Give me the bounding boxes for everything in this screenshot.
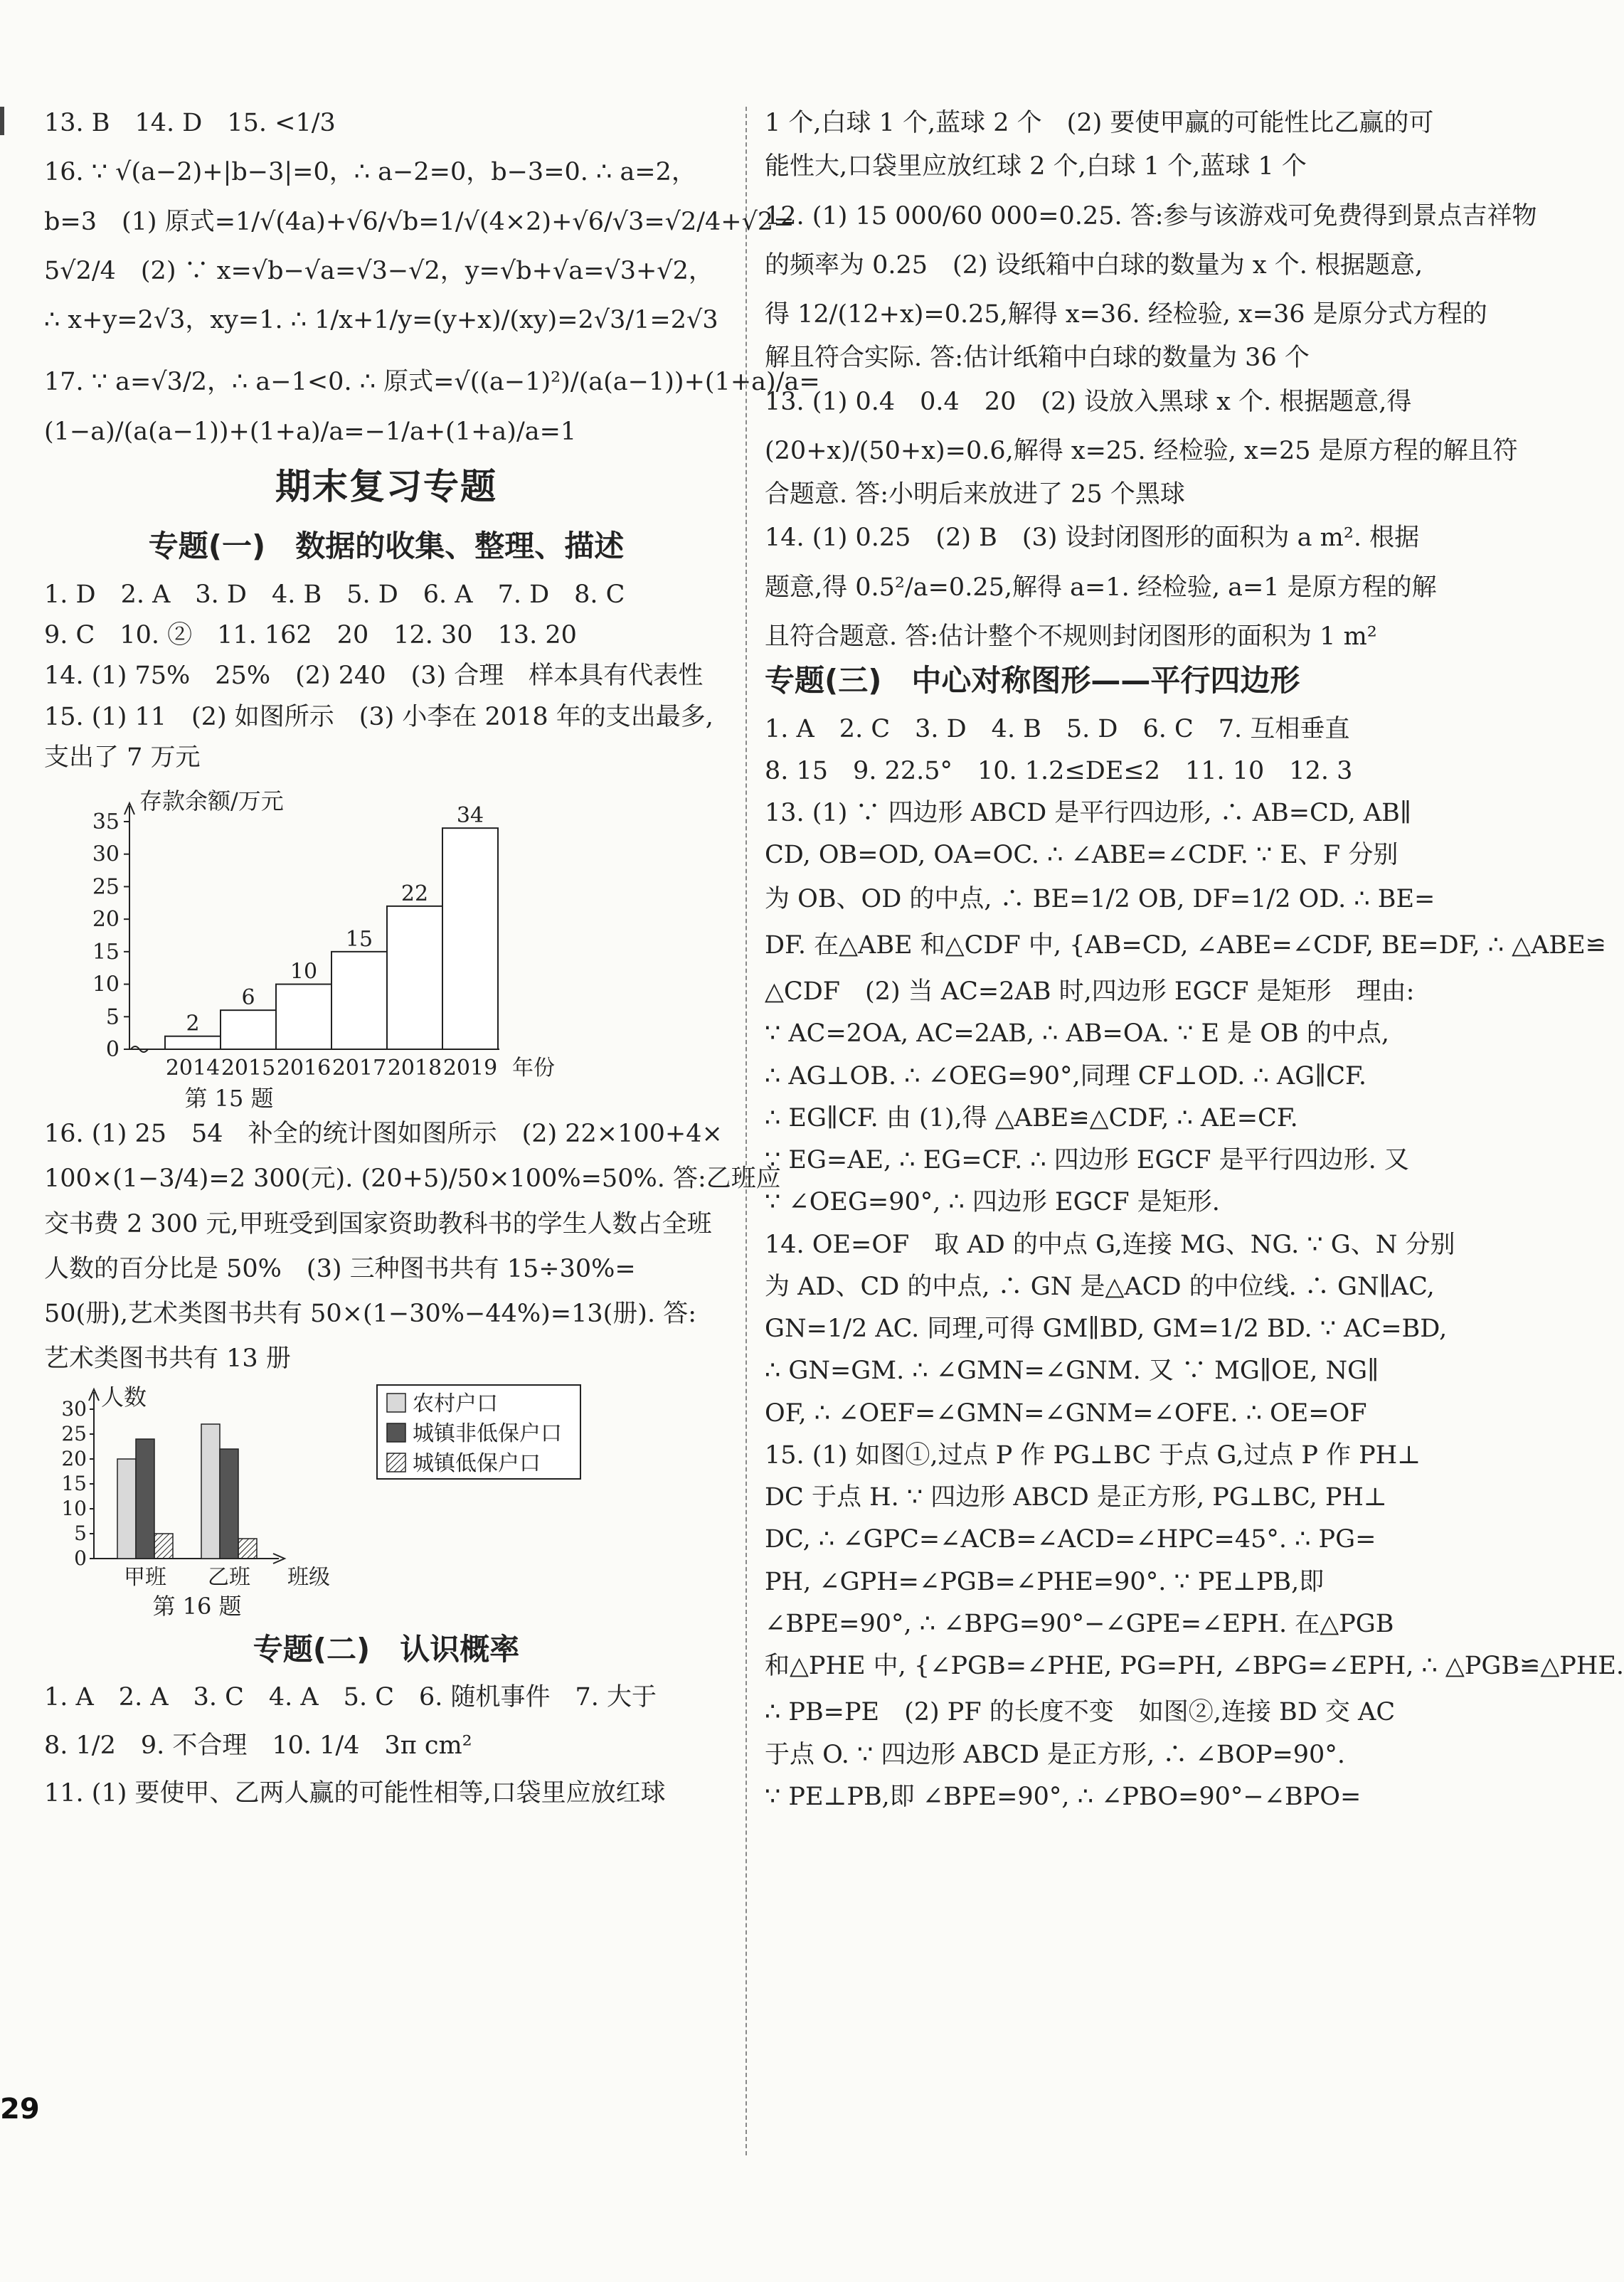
text-line: ∵ AC=2OA, AC=2AB, ∴ AB=OA. ∵ E 是 OB 的中点, [765,1019,1389,1049]
bar [136,1439,154,1559]
text-line: 艺术类图书共有 13 册 [44,1344,291,1374]
y-tick-label: 25 [61,1421,87,1445]
legend-swatch [387,1423,405,1442]
bar [331,952,387,1049]
x-axis-label: 班级 [287,1564,330,1590]
text-line: (1−a)/(a(a−1))+(1+a)/a=−1/a+(1+a)/a=1 [44,417,577,446]
text-line: ∵ PE⊥PB,即 ∠BPE=90°, ∴ ∠PBO=90°−∠BPO= [765,1782,1362,1811]
text-line: ∴ EG∥CF. 由 (1),得 △ABE≌△CDF, ∴ AE=CF. [765,1103,1298,1132]
text-line: 1. A 2. C 3. D 4. B 5. D 6. C 7. 互相垂直 [765,714,1350,743]
text-line: 14. OE=OF 取 AD 的中点 G,连接 MG、NG. ∵ G、N 分别 [765,1230,1455,1259]
topic-3-answers [765,713,1624,1815]
x-tick-label: 2019 [442,1056,498,1081]
text-line: 13. B 14. D 15. <1/3 [44,109,336,137]
text-line: 17. ∵ a=√3/2，∴ a−1<0. ∴ 原式=√((a−1)²)/(a(a−1))+(1+a)/a= [44,368,820,397]
text-line: PH, ∠GPH=∠PGB=∠PHE=90°. ∵ PE⊥PB,即 [765,1567,1325,1596]
topic-2-answers [44,1681,728,1810]
y-tick-label: 5 [105,1004,120,1030]
text-line: DC, ∴ ∠GPC=∠ACB=∠ACD=∠HPC=45°. ∴ PG= [765,1525,1376,1554]
text-line: 14. (1) 0.25 (2) B (3) 设封闭图形的面积为 a m². 根据 [765,524,1420,553]
text-line: 且符合题意. 答:估计整个不规则封闭图形的面积为 1 m² [765,622,1377,651]
x-tick-label: 2016 [276,1056,331,1081]
x-axis-label: 年份 [512,1056,555,1081]
y-axis-label: 存款余额/万元 [139,787,284,815]
x-tick-label: 乙班 [208,1564,250,1590]
text-line: 13. (1) 0.4 0.4 20 (2) 设放入黑球 x 个. 根据题意,得 [765,387,1412,416]
bar [387,906,442,1049]
text-line: 100×(1−3/4)=2 300(元). (20+5)/50×100%=50%. 答:乙班应 [44,1164,781,1194]
bar [154,1534,173,1559]
text-line: 交书费 2 300 元,甲班受到国家资助教科书的学生人数占全班 [44,1209,712,1238]
bar-value-label: 6 [241,985,255,1011]
bar [220,1449,238,1559]
bar [276,985,331,1049]
bar [442,828,498,1049]
y-tick-label: 30 [61,1396,87,1421]
bar-value-label: 34 [456,803,484,829]
text-line: ∠BPE=90°, ∴ ∠BPG=90°−∠GPE=∠EPH. 在△PGB [765,1609,1394,1638]
chart-figure-16 [44,1381,585,1623]
text-line: 支出了 7 万元 [44,743,201,772]
text-line: 于点 O. ∵ 四边形 ABCD 是正方形, ∴ ∠BOP=90°. [765,1740,1345,1769]
text-line: 11. (1) 要使甲、乙两人赢的可能性相等,口袋里应放红球 [44,1778,666,1808]
x-tick-label: 2017 [331,1056,387,1081]
topic-1-title: 专题(一) 数据的收集、整理、描述 [148,529,625,564]
text-line: 得 12/(12+x)=0.25,解得 x=36. 经检验, x=36 是原分式方程的 [765,300,1487,329]
right-pre-block [765,107,1537,654]
text-line: OF, ∴ ∠OEF=∠GMN=∠GNM=∠OFE. ∴ OE=OF [765,1399,1367,1428]
text-line: 合题意. 答:小明后来放进了 25 个黑球 [765,480,1185,509]
text-line: GN=1/2 AC. 同理,可得 GM∥BD, GM=1/2 BD. ∵ AC=BD, [765,1315,1448,1344]
y-tick-label: 30 [92,842,120,867]
legend-label: 城镇非低保户口 [413,1421,562,1446]
section-title: 期末复习专题 [275,465,497,507]
y-tick-label: 15 [92,940,120,965]
text-line: 8. 15 9. 22.5° 10. 1.2≤DE≤2 11. 10 12. 3 [765,756,1353,785]
text-line: 9. C 10. ② 11. 162 20 12. 30 13. 20 [44,621,577,650]
bar [165,1036,221,1049]
text-line: 和△PHE 中, {∠PGB=∠PHE, PG=PH, ∠BPG=∠EPH, ∴ △PGB≌△PHE. [765,1652,1624,1681]
y-tick-label: 0 [74,1546,87,1570]
legend-swatch [387,1394,405,1412]
bar [238,1539,257,1559]
y-axis-label: 人数 [101,1383,147,1411]
bar-value-label: 15 [345,927,373,952]
topic-1-answers [44,578,728,775]
text-line: CD, OB=OD, OA=OC. ∴ ∠ABE=∠CDF. ∵ E、F 分别 [765,841,1399,870]
x-tick-label: 2014 [165,1056,221,1081]
y-tick-label: 20 [61,1446,87,1470]
text-line: ∵ EG=AE, ∴ EG=CF. ∴ 四边形 EGCF 是平行四边形. 又 [765,1146,1409,1175]
y-tick-label: 10 [61,1496,87,1520]
text-line: 为 OB、OD 的中点, ∴ BE=1/2 OB, DF=1/2 OD. ∴ BE= [765,884,1435,913]
y-tick-label: 25 [92,874,120,900]
page-number: 29 [0,2093,40,2126]
text-line: 能性大,口袋里应放红球 2 个,白球 1 个,蓝球 1 个 [765,152,1307,181]
x-tick-label: 2015 [221,1056,276,1081]
text-line: DC 于点 H. ∵ 四边形 ABCD 是正方形, PG⊥BC, PH⊥ [765,1483,1387,1512]
text-line: ∵ ∠OEG=90°, ∴ 四边形 EGCF 是矩形. [765,1188,1220,1217]
text-line: 1. A 2. A 3. C 4. A 5. C 6. 随机事件 7. 大于 [44,1683,657,1712]
text-line: 13. (1) ∵ 四边形 ABCD 是平行四边形, ∴ AB=CD, AB∥ [765,799,1412,828]
chart-caption: 第 15 题 [184,1085,274,1113]
bar [117,1459,136,1559]
y-tick-label: 10 [92,972,120,997]
y-tick-label: 15 [61,1471,87,1495]
text-line: (20+x)/(50+x)=0.6,解得 x=25. 经检验, x=25 是原方程的解且符 [765,436,1518,465]
topic-1-after [44,1118,781,1376]
text-line: 解且符合实际. 答:估计纸箱中白球的数量为 36 个 [765,344,1310,373]
text-line: △CDF (2) 当 AC=2AB 时,四边形 EGCF 是矩形 理由: [765,977,1415,1007]
text-line: ∴ GN=GM. ∴ ∠GMN=∠GNM. 又 ∵ MG∥OE, NG∥ [765,1357,1379,1386]
text-line: 16. (1) 25 54 补全的统计图如图所示 (2) 22×100+4× [44,1120,723,1149]
legend-label: 城镇低保户口 [413,1450,541,1476]
x-tick-label: 甲班 [124,1564,166,1590]
text-line: 题意,得 0.5²/a=0.25,解得 a=1. 经检验, a=1 是原方程的解 [765,573,1437,602]
text-line: 人数的百分比是 50% (3) 三种图书共有 15÷30%= [44,1254,636,1283]
left-pre-block [44,107,820,449]
text-line: 8. 1/2 9. 不合理 10. 1/4 3π cm² [44,1731,472,1760]
chart-caption: 第 16 题 [152,1592,242,1620]
bar [221,1010,276,1049]
y-tick-label: 20 [92,907,120,933]
bar-value-label: 22 [400,881,429,907]
text-line: 12. (1) 15 000/60 000=0.25. 答:参与该游戏可免费得到景点吉祥物 [765,201,1537,230]
text-line: 14. (1) 75% 25% (2) 240 (3) 合理 样本具有代表性 [44,662,704,691]
text-line: 1. D 2. A 3. D 4. B 5. D 6. A 7. D 8. C [44,580,625,609]
bar-value-label: 2 [186,1011,200,1036]
text-line: b=3 (1) 原式=1/√(4a)+√6/√b=1/√(4×2)+√6/√3=√2/4+√2= [44,207,795,236]
text-line: 16. ∵ √(a−2)+|b−3|=0，∴ a−2=0，b−3=0. ∴ a=2， [44,158,696,187]
column-divider [745,107,747,2155]
text-line: 5√2/4 (2) ∵ x=√b−√a=√3−√2，y=√b+√a=√3+√2， [44,256,713,285]
text-line: ∴ x+y=2√3，xy=1. ∴ 1/x+1/y=(y+x)/(xy)=2√3/1=2√3 [44,306,718,334]
text-line: 15. (1) 11 (2) 如图所示 (3) 小李在 2018 年的支出最多, [44,702,713,731]
y-tick-label: 35 [92,810,120,835]
margin-mark [0,107,4,135]
legend-swatch [387,1453,405,1472]
topic-3-title: 专题(三) 中心对称图形——平行四边形 [765,663,1300,698]
text-line: DF. 在△ABE 和△CDF 中, {AB=CD, ∠ABE=∠CDF, BE=DF, ∴ △ABE≌ [765,930,1606,960]
text-line: ∴ PB=PE (2) PF 的长度不变 如图②,连接 BD 交 AC [765,1698,1396,1727]
text-line: ∴ AG⊥OB. ∴ ∠OEG=90°,同理 CF⊥OD. ∴ AG∥CF. [765,1061,1367,1090]
text-line: 的频率为 0.25 (2) 设纸箱中白球的数量为 x 个. 根据题意, [765,250,1423,280]
text-line: 15. (1) 如图①,过点 P 作 PG⊥BC 于点 G,过点 P 作 PH⊥ [765,1440,1421,1470]
y-tick-label: 0 [105,1037,120,1063]
text-line: 50(册),艺术类图书共有 50×(1−30%−44%)=13(册). 答: [44,1300,696,1329]
text-line: 为 AD、CD 的中点, ∴ GN 是△ACD 的中位线. ∴ GN∥AC, [765,1272,1435,1301]
chart-figure-15 [44,779,555,1113]
bar-value-label: 10 [290,959,318,985]
text-line: 1 个,白球 1 个,蓝球 2 个 (2) 要使甲赢的可能性比乙赢的可 [765,109,1434,137]
legend-label: 农村户口 [413,1391,498,1416]
right-column [765,107,1624,1814]
y-tick-label: 5 [74,1521,87,1545]
x-tick-label: 2018 [387,1056,442,1081]
bar [201,1424,220,1559]
topic-2-title: 专题(二) 认识概率 [253,1631,520,1667]
left-column [44,107,820,1810]
